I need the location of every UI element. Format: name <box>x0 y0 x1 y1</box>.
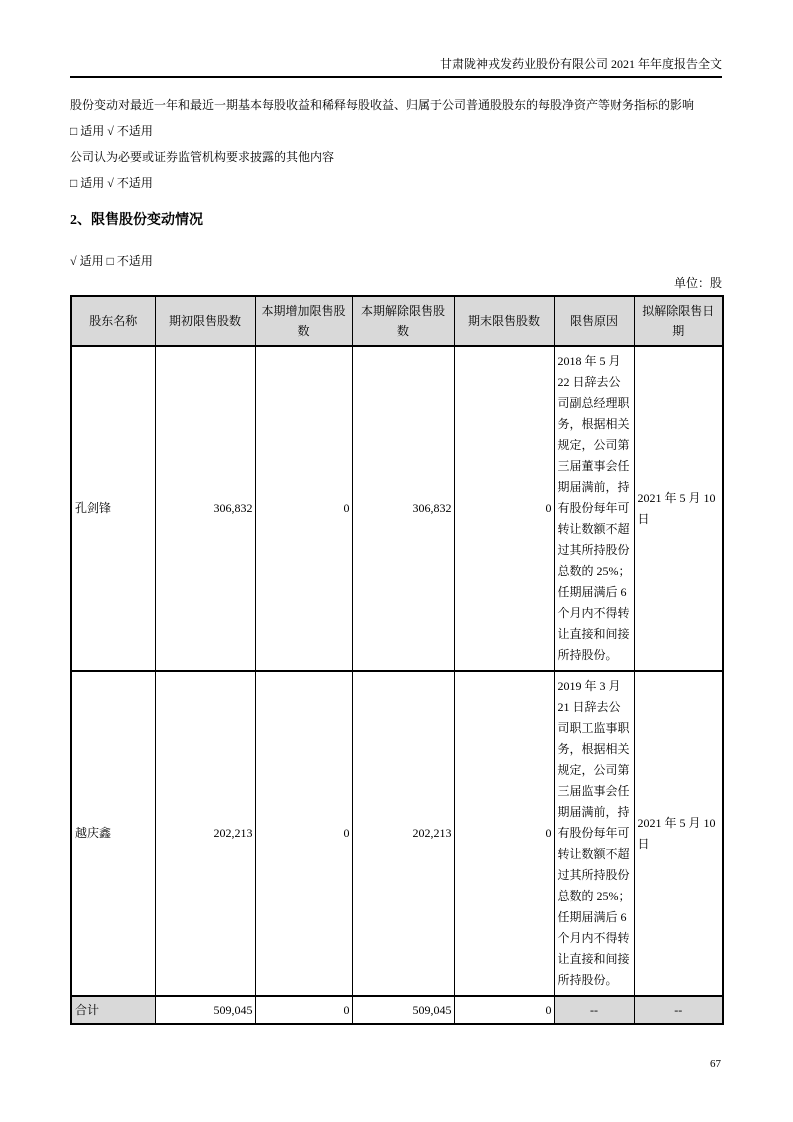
cell-total-released-restricted-shares: 509,045 <box>352 996 454 1024</box>
table-total-row <box>71 996 723 1024</box>
table-row <box>71 671 723 996</box>
column-header-released-restricted-shares: 本期解除限售股数 <box>352 296 454 346</box>
cell-total-proposed-release-date: -- <box>634 996 723 1024</box>
cell-total-label: 合计 <box>71 996 155 1024</box>
page-number: 67 <box>710 1058 721 1070</box>
document-header <box>70 56 722 78</box>
column-header-proposed-release-date: 拟解除限售日期 <box>634 296 723 346</box>
column-header-ending-restricted-shares: 期末限售股数 <box>454 296 554 346</box>
restricted-shares-table <box>70 295 724 1025</box>
column-header-initial-restricted-shares: 期初限售股数 <box>155 296 255 346</box>
cell-total-restriction-reason: -- <box>554 996 634 1024</box>
cell-total-ending-restricted-shares: 0 <box>454 996 554 1024</box>
column-header-added-restricted-shares: 本期增加限售股数 <box>255 296 352 346</box>
cell-total-added-restricted-shares: 0 <box>255 996 352 1024</box>
cell-shareholder-name: 越庆鑫 <box>71 671 155 996</box>
column-header-shareholder-name: 股东名称 <box>71 296 155 346</box>
table-row <box>71 346 723 671</box>
document-header-title: 甘肃陇神戎发药业股份有限公司 2021 年年度报告全文 <box>439 57 722 71</box>
cell-initial-restricted-shares: 202,213 <box>155 671 255 996</box>
column-header-restriction-reason: 限售原因 <box>554 296 634 346</box>
cell-restriction-reason: 2019 年 3 月 21 日辞去公司职工监事职务，根据相关规定，公司第三届监事会任期届满前，持有股份每年可转让数额不超过其所持股份总数的 25%；任期届满后 6 个月内不得转让直接和间接所持股份。 <box>554 671 634 996</box>
cell-shareholder-name: 孔剑锋 <box>71 346 155 671</box>
impact-statement: 股份变动对最近一年和最近一期基本每股收益和稀释每股收益、归属于公司普通股股东的每股净资产等财务指标的影响 <box>70 98 695 112</box>
cell-total-initial-restricted-shares: 509,045 <box>155 996 255 1024</box>
cell-released-restricted-shares: 306,832 <box>352 346 454 671</box>
applicable-line-1: □ 适用 √ 不适用 <box>70 124 153 138</box>
cell-ending-restricted-shares: 0 <box>454 671 554 996</box>
cell-initial-restricted-shares: 306,832 <box>155 346 255 671</box>
table-header-row <box>71 296 723 346</box>
cell-ending-restricted-shares: 0 <box>454 346 554 671</box>
applicable-line-3: √ 适用 □ 不适用 <box>70 254 153 268</box>
applicable-line-2: □ 适用 √ 不适用 <box>70 176 153 190</box>
other-disclosure-statement: 公司认为必要或证券监管机构要求披露的其他内容 <box>70 150 335 164</box>
cell-restriction-reason: 2018 年 5 月 22 日辞去公司副总经理职务，根据相关规定，公司第三届董事会任期届满前，持有股份每年可转让数额不超过其所持股份总数的 25%；任期届满后 6 个月内不得转让直接和间接所持股份。 <box>554 346 634 671</box>
cell-proposed-release-date: 2021 年 5 月 10 日 <box>634 346 723 671</box>
section-heading: 2、限售股份变动情况 <box>70 213 203 228</box>
cell-proposed-release-date: 2021 年 5 月 10 日 <box>634 671 723 996</box>
unit-label: 单位：股 <box>673 276 722 290</box>
cell-added-restricted-shares: 0 <box>255 671 352 996</box>
cell-added-restricted-shares: 0 <box>255 346 352 671</box>
cell-released-restricted-shares: 202,213 <box>352 671 454 996</box>
